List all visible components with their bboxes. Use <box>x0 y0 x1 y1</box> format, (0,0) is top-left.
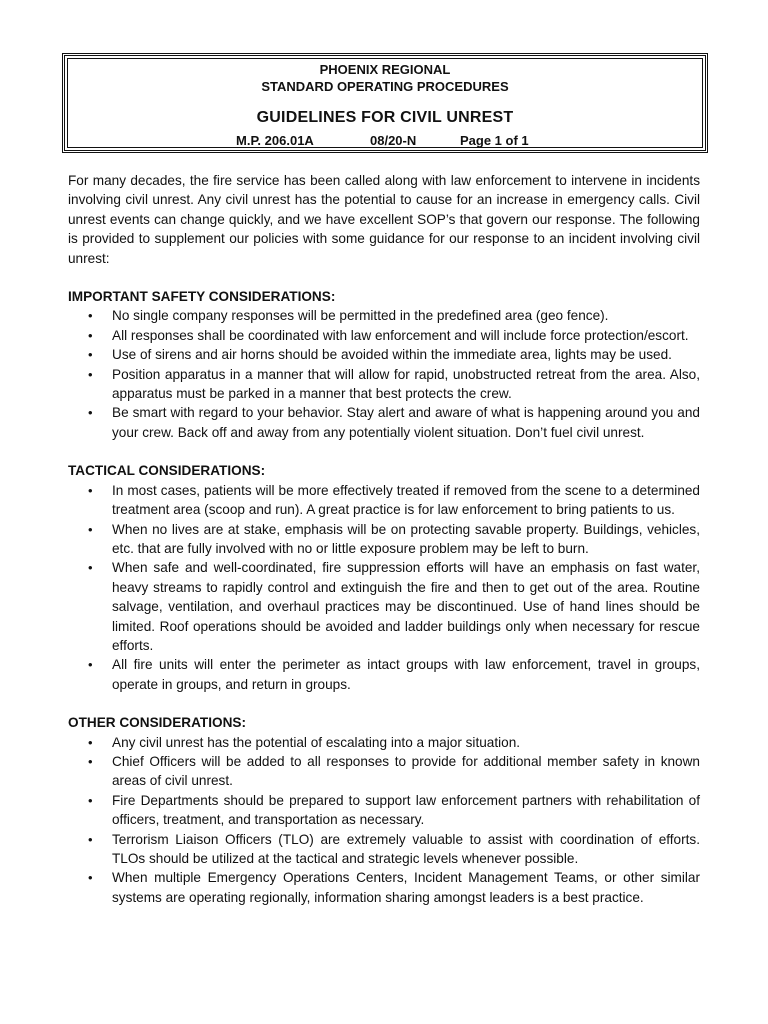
document-header-box <box>62 53 708 153</box>
bullet-icon: • <box>88 327 93 343</box>
bullet-icon: • <box>88 657 93 673</box>
tactical-list <box>68 481 700 694</box>
list-item-text: When multiple Emergency Operations Centers, Incident Management Teams, or other similar systems are operating regionally, information sharing amongst leaders is a best practice. <box>112 870 700 905</box>
list-item <box>68 481 700 520</box>
list-item-text: Any civil unrest has the potential of escalating into a major situation. <box>112 734 521 750</box>
list-item <box>68 345 700 364</box>
other-heading: OTHER CONSIDERATIONS: <box>68 715 246 731</box>
bullet-icon: • <box>88 734 93 750</box>
list-item-text: Use of sirens and air horns should be avoided within the immediate area, lights may be used. <box>112 347 672 363</box>
document-header <box>65 56 705 150</box>
sop-subtitle: STANDARD OPERATING PROCEDURES <box>261 79 509 94</box>
bullet-icon: • <box>88 831 93 847</box>
list-item <box>68 306 700 325</box>
bullet-icon: • <box>88 405 93 421</box>
list-item <box>68 365 700 404</box>
bullet-icon: • <box>88 792 93 808</box>
mp-number: M.P. 206.01A <box>236 133 314 148</box>
bullet-icon: • <box>88 366 93 382</box>
bullet-icon: • <box>88 482 93 498</box>
page-number: Page 1 of 1 <box>460 133 529 148</box>
list-item-text: Chief Officers will be added to all responses to provide for additional member safety in known areas of civil unrest. <box>112 753 700 789</box>
document-title: GUIDELINES FOR CIVIL UNREST <box>256 109 514 126</box>
bullet-icon: • <box>88 753 93 769</box>
bullet-icon: • <box>88 560 93 576</box>
list-item <box>68 791 700 830</box>
list-item-text: Position apparatus in a manner that will allow for rapid, unobstructed retreat from the area. Also, apparatus must be parked in a manner that best protects the crew. <box>112 366 700 402</box>
bullet-icon: • <box>88 521 93 537</box>
intro-paragraph: For many decades, the fire service has been called along with law enforcement to intervene in incidents involving civil unrest. Any civil unrest has the potential to cause for an increase in emergency calls. Civil unrest events can change quickly, and we have excellent SOP’s that govern our response. The following is provided to supplement our policies with some guidance for our response to an incident involving civil unrest: <box>68 173 700 266</box>
bullet-icon: • <box>88 308 93 324</box>
list-item-text: Terrorism Liaison Officers (TLO) are extremely valuable to assist with coordination of efforts. TLOs should be utilized at the tactical and strategic levels whenever possible. <box>112 831 700 866</box>
list-item <box>68 752 700 791</box>
list-item-text: Fire Departments should be prepared to support law enforcement partners with rehabilitation of officers, treatment, and transportation as necessary. <box>112 792 700 828</box>
list-item-text: All responses shall be coordinated with law enforcement and will include force protection/escort. <box>112 327 689 343</box>
other-list <box>68 733 700 908</box>
safety-list <box>68 306 700 442</box>
list-item-text: When no lives are at stake, emphasis will be on protecting savable property. Buildings, vehicles, etc. that are fully involved with no or little exposure problem may be left to burn. <box>112 521 700 556</box>
list-item <box>68 733 700 752</box>
list-item-text: No single company responses will be permitted in the predefined area (geo fence). <box>112 308 609 324</box>
bullet-icon: • <box>88 870 93 886</box>
list-item-text: All fire units will enter the perimeter as intact groups with law enforcement, travel in groups, operate in groups, and return in groups. <box>112 657 700 692</box>
list-item <box>68 520 700 559</box>
list-item <box>68 868 700 907</box>
tactical-heading: TACTICAL CONSIDERATIONS: <box>68 463 266 479</box>
list-item <box>68 655 700 694</box>
list-item <box>68 326 700 345</box>
list-item <box>68 558 700 655</box>
document-body <box>68 171 700 907</box>
list-item <box>68 403 700 442</box>
revision-code: 08/20-N <box>370 133 417 148</box>
list-item <box>68 830 700 869</box>
list-item-text: In most cases, patients will be more effectively treated if removed from the scene to a determined treatment area (scoop and run). A great practice is for law enforcement to bring patients to us. <box>112 482 700 518</box>
bullet-icon: • <box>88 347 93 363</box>
list-item-text: When safe and well-coordinated, fire suppression efforts will have an emphasis on fast water, heavy streams to rapidly control and extinguish the fire and then to get out of the area. Routine salvage, ventilation, and overhaul practices may be discontinued. Use of hand lines should be limited. Roof operations should be avoided and ladder buildings only when necessary for rescue efforts. <box>112 560 700 653</box>
list-item-text: Be smart with regard to your behavior. Stay alert and aware of what is happening around you and your crew. Back off and away from any potentially violent situation. Don’t fuel civil unrest. <box>112 405 700 440</box>
safety-heading: IMPORTANT SAFETY CONSIDERATIONS: <box>68 289 336 305</box>
organization-name: PHOENIX REGIONAL <box>319 62 451 77</box>
